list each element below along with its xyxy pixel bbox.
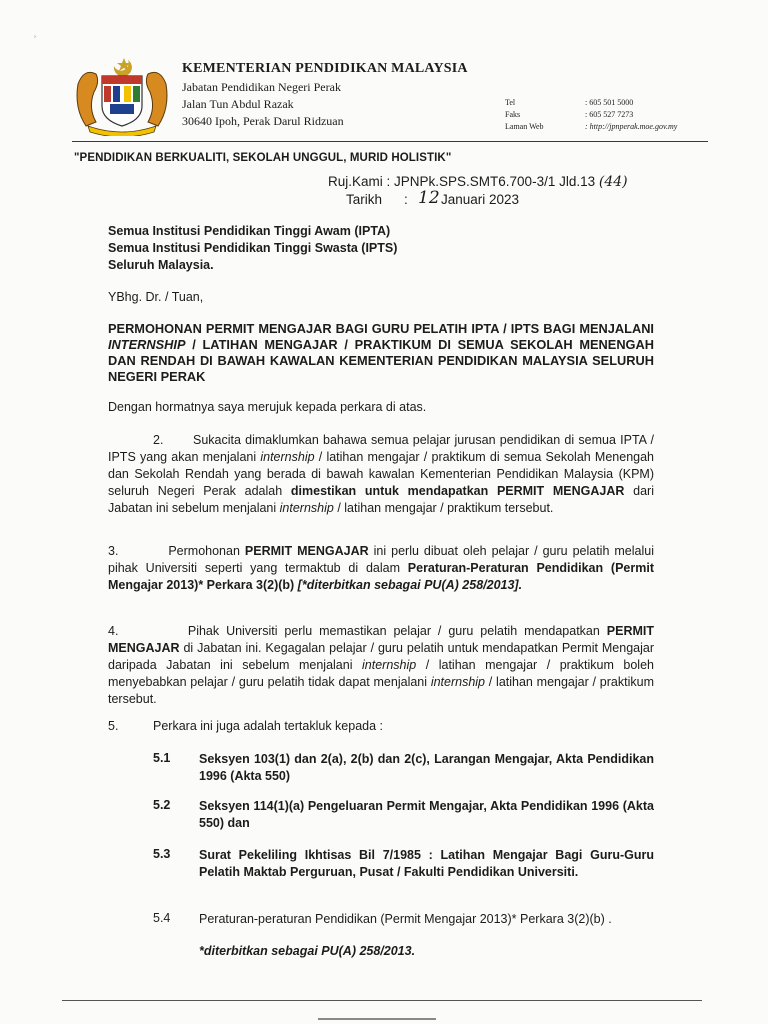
paragraph-2: 2. Sukacita dimaklumkan bahawa semua pelajar jurusan pendidikan di semua IPTA / IPTS yang akan menjalani internship / latihan mengajar / praktikum di semua Sekolah Menengah dan Sekolah Rendah yang berada di bawah kawalan Kementerian Pendidikan Malaysia (KPM) seluruh Negeri Perak adalah dimestikan untuk mendapatkan PERMIT MENGAJAR dari Jabatan ini sebelum menjalani internship / latihan mengajar / praktikum tersebut. [108, 433, 655, 515]
intro-sentence: Dengan hormatnya saya merujuk kepada perkara di atas. [108, 400, 427, 414]
recipient-line: Seluruh Malaysia. [108, 258, 214, 272]
reference-handwritten-number: (44) [598, 174, 628, 190]
sub-item-number: 5.4 [153, 911, 171, 925]
sub-item-number: 5.3 [153, 847, 171, 861]
contact-tel-value: : 605 501 5000 [585, 98, 634, 107]
paragraph-number: 3. [108, 544, 119, 558]
coat-of-arms-logo [70, 54, 174, 136]
date-colon: : [404, 192, 408, 207]
department-name: Jabatan Pendidikan Negeri Perak [182, 80, 341, 94]
sub-item-text: Peraturan-peraturan Pendidikan (Permit Mengajar 2013)* Perkara 3(2)(b) . [199, 912, 612, 926]
paragraph-3: 3. Permohonan PERMIT MENGAJAR ini perlu dibuat oleh pelajar / guru pelatih melalui pihak Universiti seperti yang termaktub di dalam Peraturan-Peraturan Pendidikan (Permit Mengajar 2013)* Perkara 3(2)(b) [*diterbitkan sebagai PU(A) 258/2013]. [108, 544, 654, 592]
ministry-name: KEMENTERIAN PENDIDIKAN MALAYSIA [182, 61, 468, 76]
paragraph-number: 2. [153, 433, 164, 447]
contact-fax-label: Faks [505, 110, 521, 119]
reference-number [328, 174, 628, 190]
sub-item-text: Surat Pekeliling Ikhtisas Bil 7/1985 : Latihan Mengajar Bagi Guru-Guru Pelatih Maktab Perguruan, Pusat / Fakulti Pendidikan Universiti. [199, 848, 654, 879]
date-label: Tarikh [346, 192, 383, 207]
footer-divider [62, 1000, 702, 1001]
sub-item-text: Seksyen 103(1) dan 2(a), 2(b) dan 2(c), Larangan Mengajar, Akta Pendidikan 1996 (Akta 550) [199, 752, 654, 783]
paragraph-number: 4. [108, 624, 119, 638]
date-month-year: Januari 2023 [441, 192, 520, 207]
contact-web-label: Laman Web [505, 122, 544, 131]
sub-item-number: 5.2 [153, 798, 171, 812]
sub-item-note: *diterbitkan sebagai PU(A) 258/2013. [199, 944, 416, 958]
subject-heading: PERMOHONAN PERMIT MENGAJAR BAGI GURU PELATIH IPTA / IPTS BAGI MENJALANI INTERNSHIP / LATIHAN MENGAJAR / PRAKTIKUM DI SEMUA SEKOLAH MENENGAH DAN RENDAH DI BAWAH KAWALAN KEMENTERIAN PENDIDIKAN MALAYSIA SELURUH NEGERI PERAK [108, 321, 654, 384]
street-address: Jalan Tun Abdul Razak [182, 97, 294, 111]
contact-web-value: : http://jpnperak.moe.gov.my [585, 122, 678, 131]
paragraph-5-text: Perkara ini juga adalah tertakluk kepada : [153, 719, 384, 733]
sub-item-number: 5.1 [153, 751, 171, 765]
letterhead-divider [72, 141, 708, 142]
scan-artifact: ʾ [33, 33, 37, 47]
contact-tel-label: Tel [505, 98, 516, 107]
recipient-line: Semua Institusi Pendidikan Tinggi Swasta (IPTS) [108, 241, 398, 255]
paragraph-4: 4. Pihak Universiti perlu memastikan pelajar / guru pelatih mendapatkan PERMIT MENGAJAR di Jabatan ini. Kegagalan pelajar / guru pelatih untuk mendapatkan Permit Mengajar daripada Jabatan ini sebelum menjalani internship / latihan mengajar / praktikum boleh menyebabkan pelajar / guru pelatih tidak dapat menjalani internship / latihan mengajar / praktikum tersebut. [108, 624, 655, 706]
contact-fax-value: : 605 527 7273 [585, 110, 634, 119]
reference-text: Ruj.Kami : JPNPk.SPS.SMT6.700-3/1 Jld.13 [328, 174, 596, 189]
paragraph-5-number: 5. [108, 719, 119, 733]
motto: "PENDIDIKAN BERKUALITI, SEKOLAH UNGGUL, MURID HOLISTIK" [74, 152, 452, 164]
sub-item-text: Seksyen 114(1)(a) Pengeluaran Permit Mengajar, Akta Pendidikan 1996 (Akta 550) dan [199, 799, 654, 830]
date-handwritten-day: 12 [418, 188, 440, 208]
footer-mark [318, 1018, 436, 1020]
recipient-line: Semua Institusi Pendidikan Tinggi Awam (IPTA) [108, 224, 391, 238]
salutation: YBhg. Dr. / Tuan, [108, 290, 204, 304]
recipients-block [108, 223, 397, 274]
city-address: 30640 Ipoh, Perak Darul Ridzuan [182, 114, 344, 128]
